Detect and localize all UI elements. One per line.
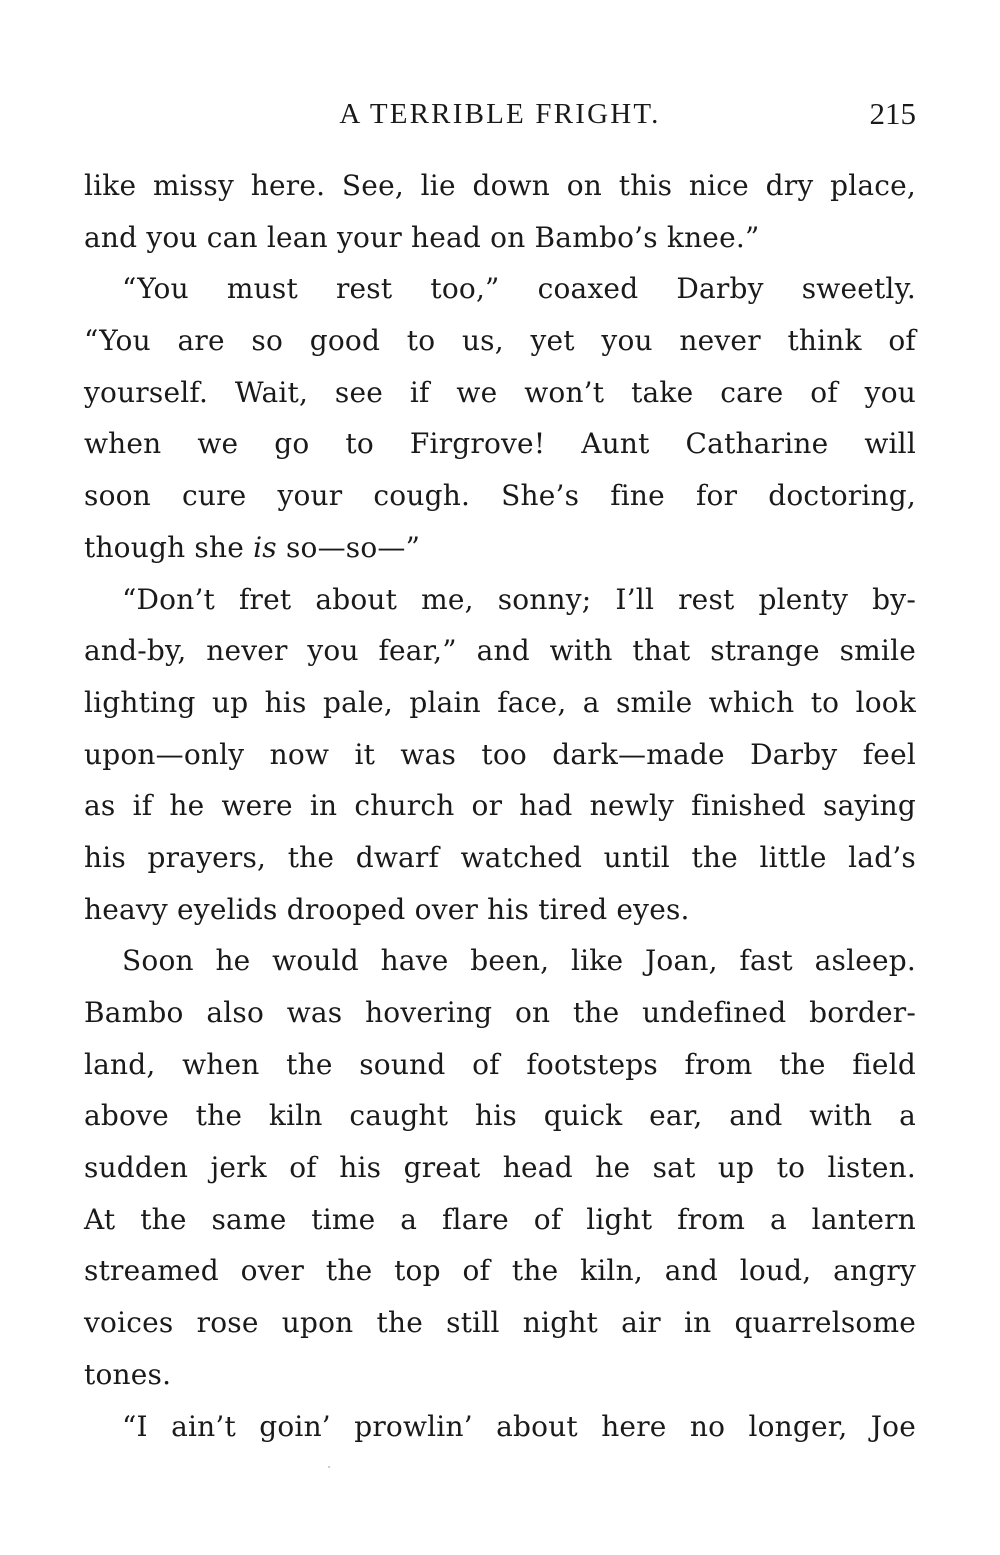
text-line-end: so—so—” bbox=[276, 530, 421, 564]
text-line bbox=[84, 522, 916, 574]
text-line: streamed over the top of the kiln, and loud, angry bbox=[84, 1254, 916, 1288]
text-line: and-by, never you fear,” and with that strange smile bbox=[84, 634, 916, 668]
text-line: like missy here. See, lie down on this nice dry place, bbox=[84, 169, 916, 202]
text-line-start: though she bbox=[84, 530, 254, 564]
page-header bbox=[84, 92, 916, 136]
text-line: upon—only now it was too dark—made Darby feel bbox=[84, 737, 916, 771]
running-title: A TERRIBLE FRIGHT. bbox=[339, 98, 661, 130]
text-line: land, when the sound of footsteps from the field bbox=[84, 1047, 916, 1081]
text-line: sudden jerk of his great head he sat up to listen. bbox=[84, 1151, 916, 1185]
text-line: “You must rest too,” coaxed Darby sweetly. bbox=[122, 272, 916, 306]
text-line: lighting up his pale, plain face, a smile which to look bbox=[84, 685, 916, 719]
text-line: “You are so good to us, yet you never think of bbox=[84, 324, 916, 358]
text-line: above the kiln caught his quick ear, and with a bbox=[84, 1099, 916, 1133]
text-line: heavy eyelids drooped over his tired eyes. bbox=[84, 892, 690, 926]
text-line: soon cure your cough. She’s fine for doctoring, bbox=[84, 479, 916, 513]
text-line: when we go to Firgrove! Aunt Catharine will bbox=[84, 427, 916, 461]
body-text bbox=[84, 160, 916, 1452]
text-line: “I ain’t goin’ prowlin’ about here no longer, Joe bbox=[122, 1409, 916, 1443]
text-line: Soon he would have been, like Joan, fast asleep. bbox=[122, 944, 916, 978]
text-line: as if he were in church or had newly finished saying bbox=[84, 789, 916, 823]
text-line: and you can lean your head on Bambo’s knee.” bbox=[84, 220, 760, 254]
text-line: his prayers, the dwarf watched until the little lad’s bbox=[84, 840, 916, 874]
text-line: Bambo also was hovering on the undefined border- bbox=[84, 996, 916, 1029]
text-line: “Don’t fret about me, sonny; I’ll rest plenty by- bbox=[122, 582, 916, 616]
text-line: yourself. Wait, see if we won’t take care of you bbox=[84, 375, 916, 409]
text-line: tones. bbox=[84, 1357, 172, 1391]
text-line: At the same time a flare of light from a lantern bbox=[84, 1202, 916, 1236]
text-line: voices rose upon the still night air in quarrelsome bbox=[84, 1306, 916, 1340]
paper-speck bbox=[328, 1466, 330, 1468]
italic-word: is bbox=[253, 530, 277, 564]
page-number: 215 bbox=[869, 96, 916, 131]
